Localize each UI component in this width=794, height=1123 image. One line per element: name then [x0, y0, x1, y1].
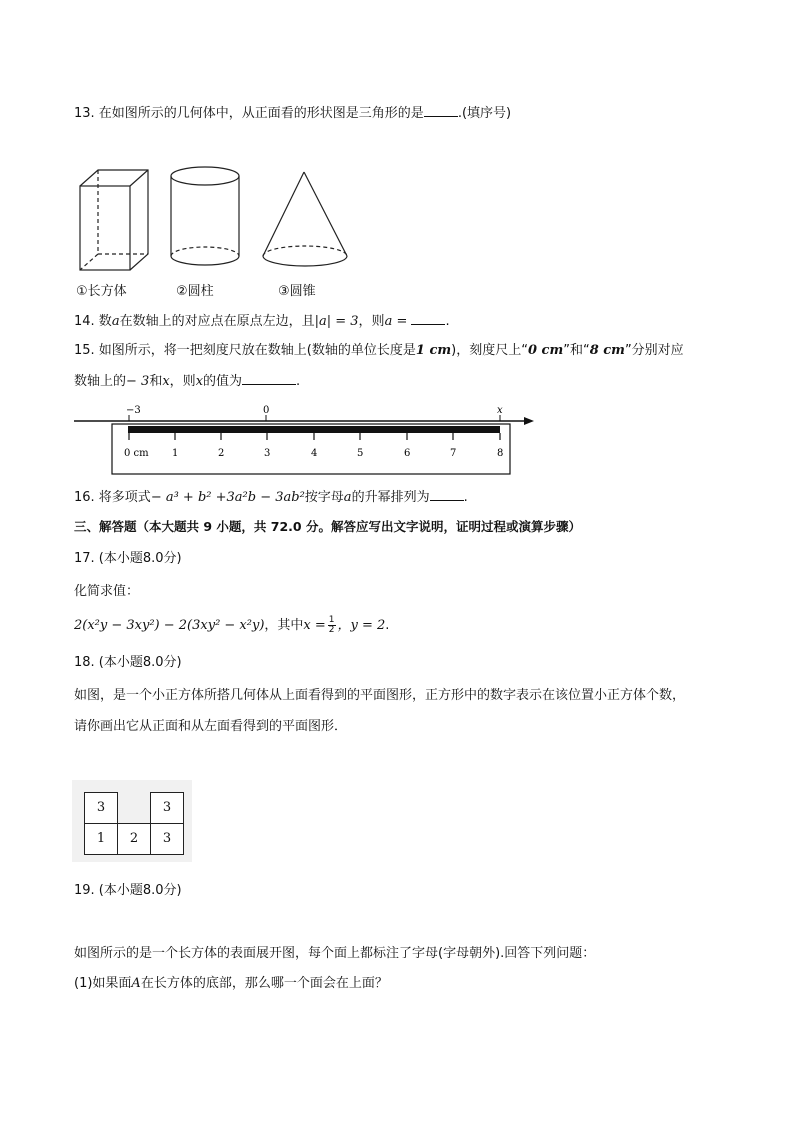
question-15-line1: 15. 如图所示，将一把刻度尺放在数轴上(数轴的单位长度是1 cm)，刻度尺上“0 cm”和“8 cm”分别对应: [74, 343, 684, 358]
grid-cell: 1: [84, 823, 118, 855]
ruler-label-3: 3: [264, 448, 271, 459]
caption-cone: ③圆锥: [278, 284, 316, 299]
grid-cell: 2: [117, 823, 151, 855]
ruler-label-1: 1: [172, 448, 179, 459]
cuboid-figure: [80, 170, 148, 270]
fraction-one-half: $\frac{1}{2}$: [328, 615, 335, 635]
question-18-line2: 请你画出它从正面和从左面看得到的平面图形．: [74, 719, 348, 734]
question-19-line1: 如图所示的是一个长方体的表面展开图，每个面上都标注了字母(字母朝外).回答下列问题：: [74, 946, 596, 961]
ruler-label-0cm: 0 cm: [124, 448, 149, 459]
caption-cylinder: ②圆柱: [176, 284, 214, 299]
ruler-label-8: 8: [497, 448, 504, 459]
grid-cell: 3: [150, 823, 184, 855]
question-14: 14. 数a在数轴上的对应点在原点左边，且|a| = 3，则a = .: [74, 314, 450, 329]
caption-cuboid: ①长方体: [76, 284, 127, 299]
axis-label-x: x: [497, 405, 503, 416]
question-15-line2: 数轴上的− 3和x，则x的值为 .: [74, 374, 301, 389]
cone-figure: [263, 172, 347, 266]
answer-blank: [242, 372, 296, 385]
question-18-header: 18. (本小题8.0分): [74, 655, 182, 670]
question-17-header: 17. (本小题8.0分): [74, 551, 182, 566]
axis-label-0: 0: [263, 405, 270, 416]
ruler-label-6: 6: [404, 448, 411, 459]
answer-blank: [411, 312, 445, 325]
answer-blank: [424, 104, 458, 117]
ruler-label-5: 5: [357, 448, 364, 459]
section-3-heading: 三、解答题（本大题共 9 小题，共 72.0 分。解答应写出文字说明，证明过程或演算步骤）: [74, 519, 581, 534]
ruler-label-2: 2: [218, 448, 225, 459]
question-19-line2: (1)如果面A在长方体的底部，那么哪一个面会在上面？: [74, 976, 388, 991]
cylinder-figure: [171, 167, 239, 265]
geometry-figures: [70, 160, 370, 278]
question-13: 13. 在如图所示的几何体中，从正面看的形状图是三角形的是 .(填序号): [74, 106, 512, 121]
question-17-expression: 2(x²y − 3xy²) − 2(3xy² − x²y)，其中x = $\frac{1}{2}$ ，y = 2.: [74, 615, 390, 635]
top-view-grid: [72, 780, 192, 862]
ruler-label-7: 7: [450, 448, 457, 459]
question-19-header: 19. (本小题8.0分): [74, 883, 182, 898]
grid-cell: 3: [84, 792, 118, 824]
question-17-instruction: 化简求值：: [74, 584, 140, 599]
ruler-label-4: 4: [311, 448, 318, 459]
question-18-line1: 如图，是一个小正方体所搭几何体从上面看得到的平面图形，正方形中的数字表示在该位置小正方体个数，: [74, 688, 686, 703]
ruler-number-line-figure: [72, 400, 536, 476]
answer-blank: [430, 488, 464, 501]
question-16: 16. 将多项式− a³ + b² +3a²b − 3ab²按字母a的升幂排列为 .: [74, 490, 468, 505]
axis-label-neg3: −3: [126, 405, 141, 416]
grid-cell: 3: [150, 792, 184, 824]
